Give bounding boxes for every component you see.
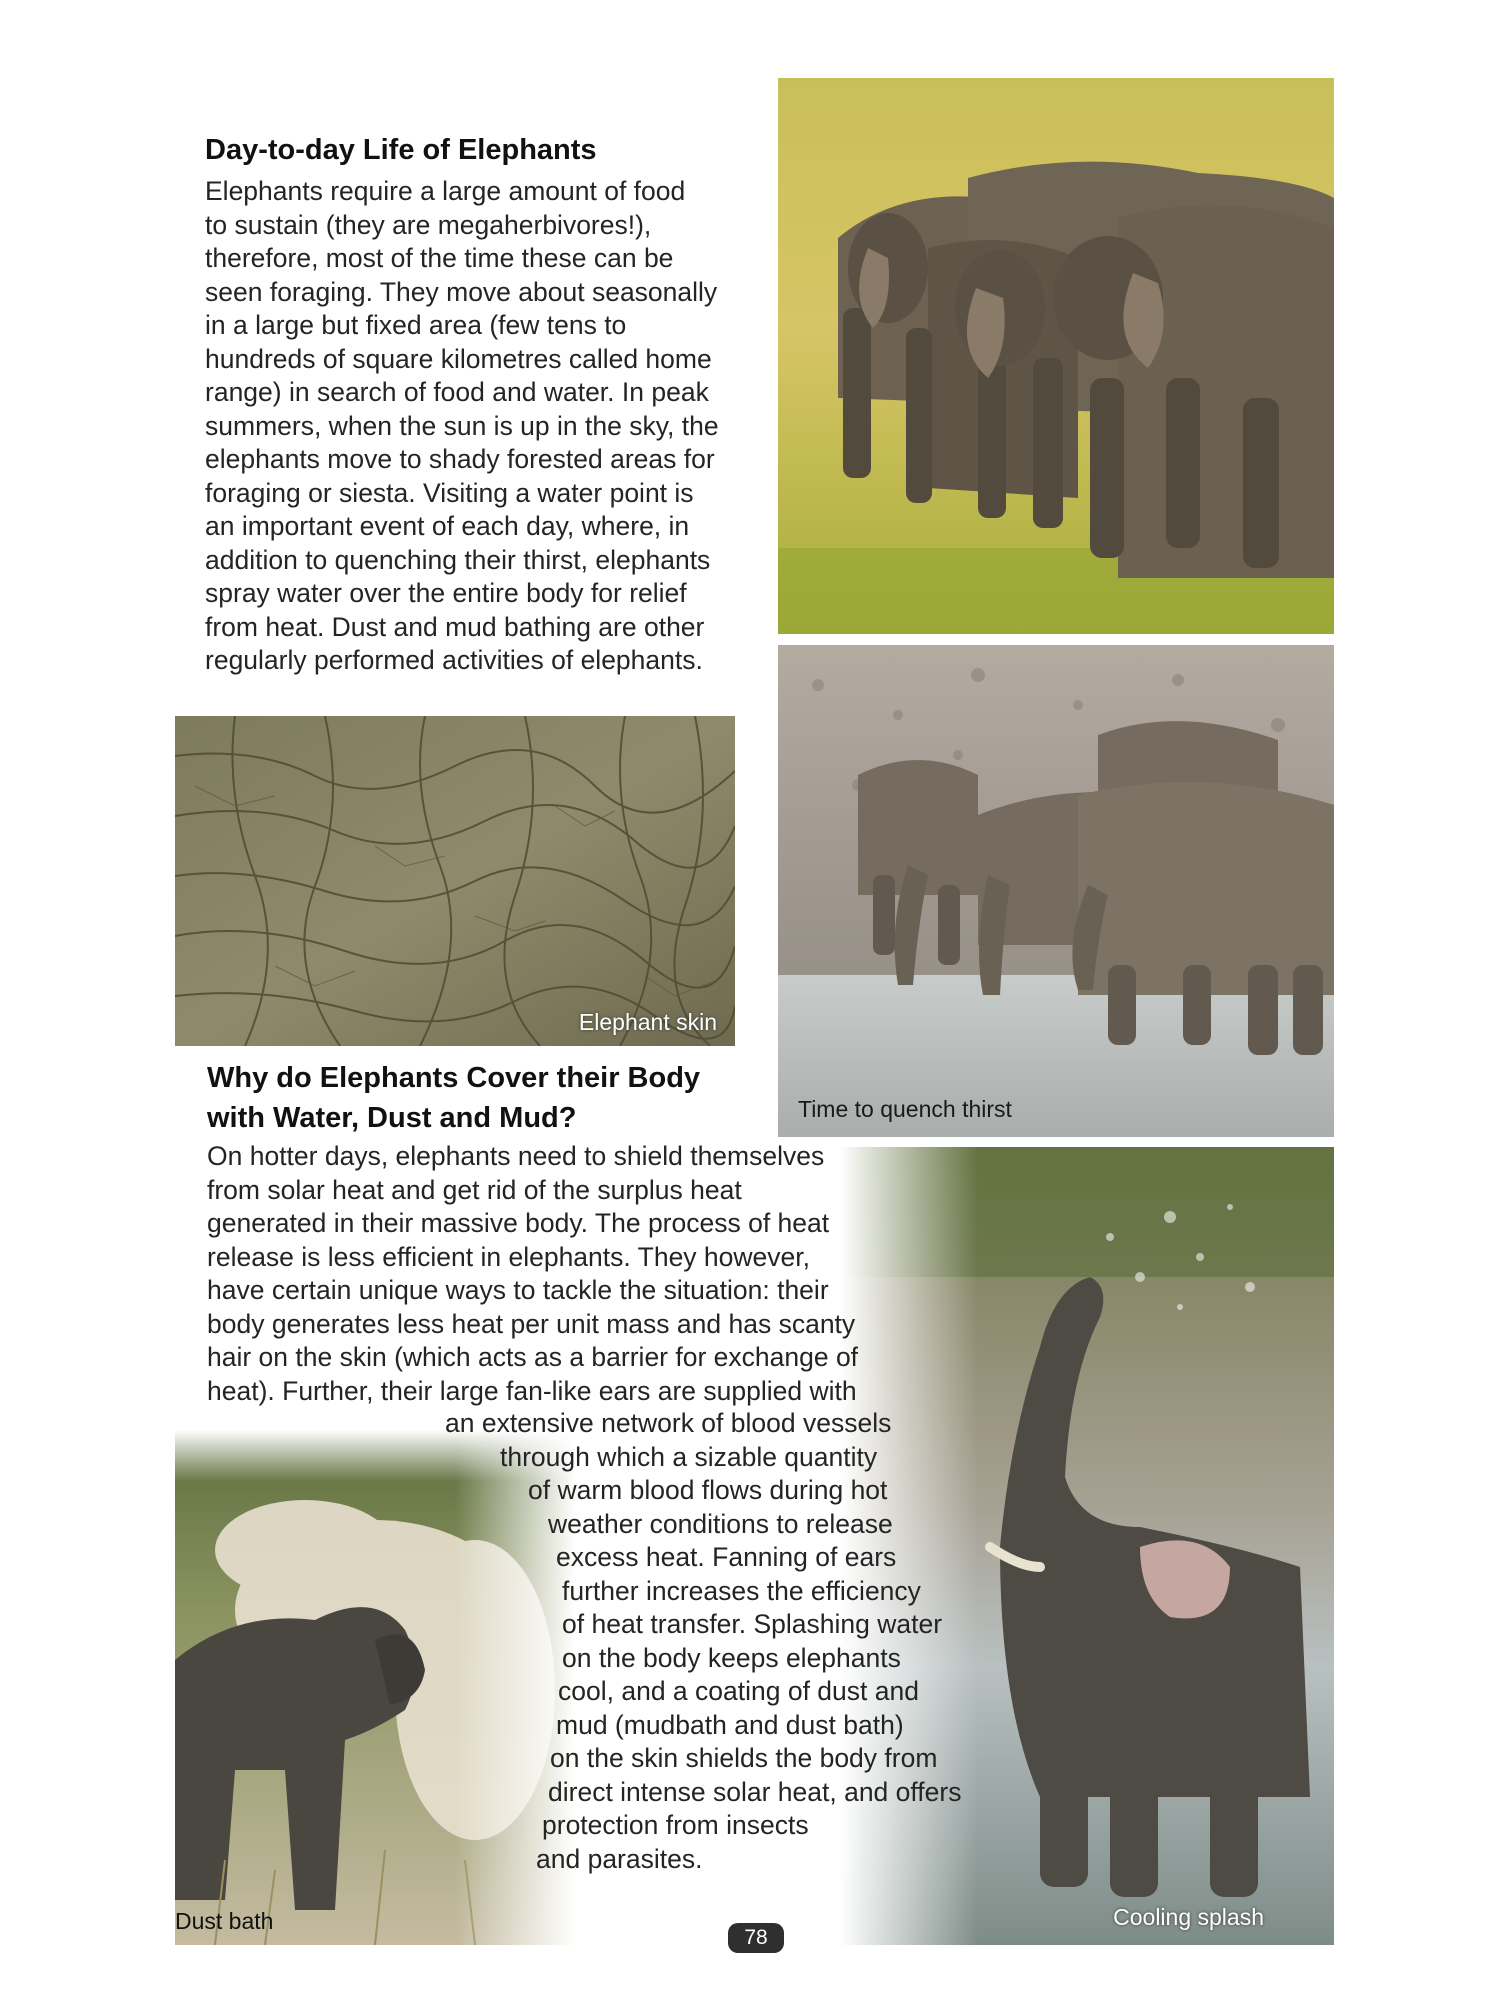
body-line: summers, when the sun is up in the sky, the [205, 410, 719, 441]
body-line: and parasites. [536, 1843, 703, 1874]
body-line: in a large but fixed area (few tens to [205, 310, 627, 340]
body-line: generated in their massive body. The process of heat [207, 1208, 830, 1238]
body-line: heat). Further, their large fan-like ears are supplied with [207, 1375, 857, 1406]
caption-elephant-skin: Elephant skin [578, 1009, 717, 1035]
caption-quench-thirst: Time to quench thirst [798, 1096, 1012, 1122]
body-line: release is less efficient in elephants. They however, [207, 1241, 810, 1272]
body-line: therefore, most of the time these can be [205, 243, 674, 273]
body-line: on the skin shields the body from [550, 1743, 938, 1773]
body-line: through which a sizable quantity [500, 1441, 878, 1472]
body-line: hair on the skin (which acts as a barrier for exchange of [207, 1342, 859, 1372]
section-body-wrap [0, 1407, 1500, 1876]
body-line: cool, and a coating of dust and [558, 1676, 919, 1706]
body-line: from heat. Dust and mud bathing are other [205, 611, 705, 642]
body-line: hundreds of square kilometres called home [205, 343, 712, 374]
body-line: excess heat. Fanning of ears [556, 1542, 897, 1572]
body-line: weather conditions to release [548, 1508, 893, 1539]
heading-line: with Water, Dust and Mud? [207, 1102, 577, 1134]
heading-line: Why do Elephants Cover their Body [207, 1062, 701, 1094]
body-line: range) in search of food and water. In peak [205, 377, 709, 407]
body-line: of heat transfer. Splashing water [562, 1609, 943, 1639]
body-line: regularly performed activities of elephants. [205, 645, 703, 675]
photo-elephant-skin [175, 716, 735, 1046]
body-line: to sustain (they are megaherbivores!), [205, 209, 652, 240]
body-line: further increases the efficiency [562, 1575, 921, 1606]
body-line: elephants move to shady forested areas for [205, 444, 715, 474]
body-line: body generates less heat per unit mass and has scanty [207, 1308, 856, 1339]
body-line: have certain unique ways to tackle the situation: their [207, 1275, 829, 1305]
body-line: an extensive network of blood vessels [445, 1408, 892, 1438]
caption-dust-bath: Dust bath [175, 1908, 274, 1934]
body-line: spray water over the entire body for relief [205, 578, 687, 608]
body-line: Elephants require a large amount of food [205, 176, 686, 206]
body-line: foraging or siesta. Visiting a water point is [205, 477, 694, 508]
body-line: seen foraging. They move about seasonally [205, 276, 718, 307]
section-heading-cover-body [207, 1058, 700, 1138]
body-line: addition to quenching their thirst, elephants [205, 544, 711, 575]
body-line: direct intense solar heat, and offers [548, 1776, 962, 1807]
body-line: On hotter days, elephants need to shield themselves [207, 1141, 825, 1171]
photo-herd-grassland [778, 78, 1334, 634]
body-line: an important event of each day, where, in [205, 511, 690, 541]
body-line: mud (mudbath and dust bath) [556, 1709, 904, 1740]
body-line: of warm blood flows during hot [528, 1475, 888, 1505]
page-number: 78 [728, 1923, 784, 1953]
section-heading-daily-life: Day-to-day Life of Elephants [205, 134, 597, 166]
caption-cooling-splash: Cooling splash [1113, 1904, 1264, 1930]
section-body-daily-life [205, 175, 719, 678]
section-body-cover-body [207, 1140, 858, 1408]
photo-quench-thirst [778, 645, 1334, 1137]
body-line: from solar heat and get rid of the surplus heat [207, 1174, 742, 1205]
body-line: on the body keeps elephants [562, 1642, 901, 1673]
body-line: protection from insects [542, 1810, 809, 1840]
